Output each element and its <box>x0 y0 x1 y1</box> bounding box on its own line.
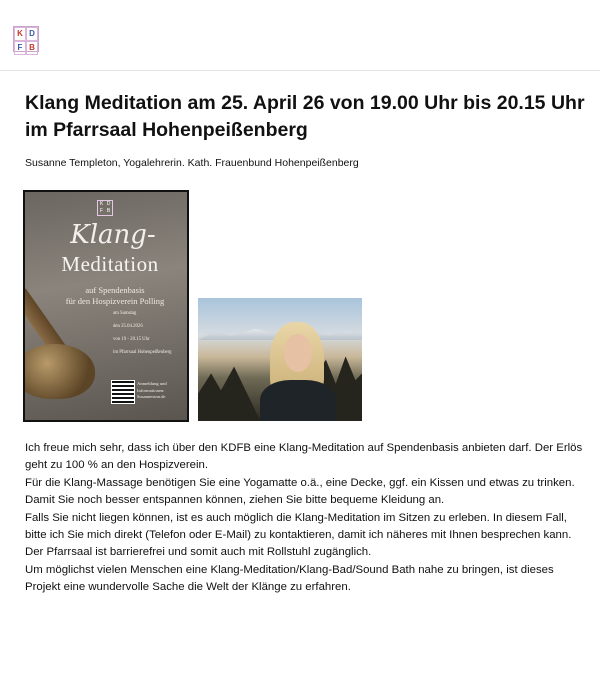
poster-detail: im Pfarrsaal Hohenpeißenberg <box>113 350 172 355</box>
singing-bowl <box>23 344 95 399</box>
poster-detail: den 25.04.2026 <box>113 324 143 329</box>
poster-subtitle-1: auf Spendenbasis <box>85 285 145 295</box>
kdfb-logo[interactable] <box>13 26 39 52</box>
poster-contact: Anmeldung und Informationen: Susannesinn.de <box>137 381 167 399</box>
article-author: Susanne Templeton, Yogalehrerin. Kath. Frauenbund Hohenpeißenberg <box>25 157 359 169</box>
portrait-photo <box>198 298 362 421</box>
poster-main-title: Meditation <box>61 252 159 276</box>
logo-letter-b: B <box>26 41 38 55</box>
logo-letter-d: D <box>26 27 38 41</box>
paragraph: Falls Sie nicht liegen können, ist es auch möglich die Klang-Meditation im Sitzen zu erleben. In diesem Fall, bitte ich Sie mich direkt (Telefon oder E-Mail) zu kontaktieren, damit ich näheres mit Ihnen besprechen kann. <box>25 511 572 542</box>
person-body <box>260 380 336 421</box>
poster-script-title: Klang- <box>70 220 156 250</box>
poster-subtitle-2: für den Hospizverein Polling <box>65 296 165 306</box>
event-poster-image <box>23 190 189 422</box>
article-title: Klang Meditation am 25. April 26 von 19.00 Uhr bis 20.15 Uhr im Pfarrsaal Hohenpeißenberg <box>25 92 585 141</box>
logo-letter-f: F <box>14 41 26 55</box>
article-body <box>25 440 590 597</box>
poster-kdfb-logo: K D F B <box>97 200 113 216</box>
poster-details <box>113 310 187 362</box>
poster-detail: von 19 - 20.15 Uhr <box>113 337 150 342</box>
paragraph: Ich freue mich sehr, dass ich über den KDFB eine Klang-Meditation auf Spendenbasis anbieten darf. Der Erlös geht zu 100 % an den Hospizverein. <box>25 442 583 472</box>
paragraph: Für die Klang-Massage benötigen Sie eine Yogamatte o.ä., eine Decke, ggf. ein Kissen und etwas zu trinken. <box>25 476 575 489</box>
paragraph: Damit Sie noch besser entspannen können, ziehen Sie bitte bequeme Kleidung an. <box>25 494 445 507</box>
paragraph: Der Pfarrsaal ist barrierefrei und somit auch mit Rollstuhl zugänglich. <box>25 546 372 559</box>
person-face <box>284 334 312 372</box>
header-divider <box>0 70 600 71</box>
paragraph: Um möglichst vielen Menschen eine Klang-Meditation/Klang-Bad/Sound Bath nahe zu bringen, ist dieses Projekt eine wundervolle Sache die Welt der Klänge zu erfahren. <box>25 563 554 594</box>
qr-code <box>111 380 135 404</box>
poster-detail: am Samstag <box>113 311 137 316</box>
logo-letter-k: K <box>14 27 26 41</box>
